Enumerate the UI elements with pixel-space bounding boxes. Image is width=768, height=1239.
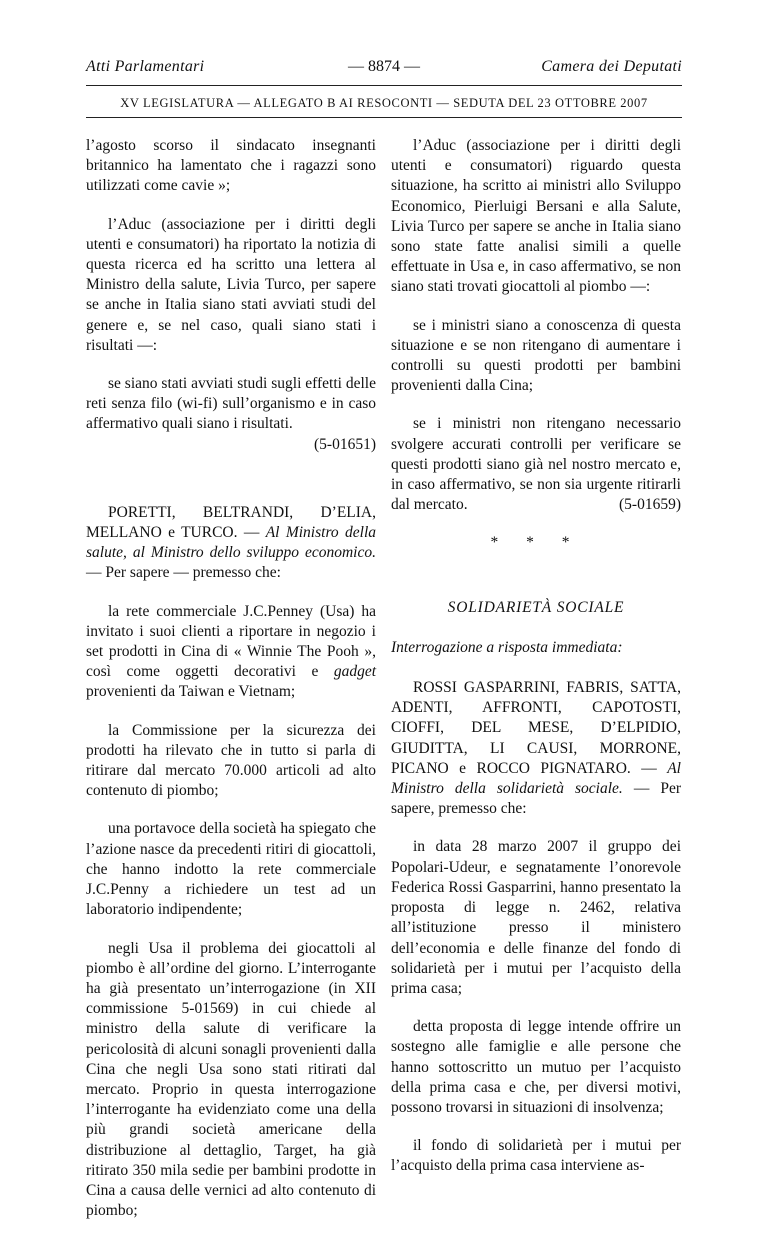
addressee: Al Ministro della solidarietà sociale.	[391, 759, 681, 798]
question-paragraph: se i ministri non ritengano necessario svolgere accurati controlli per verificare se questi prodotti siano già nel nostro mercato e, in caso affermativo, se non sia urgente ritirarli dal mercato. (5-01659)	[391, 414, 681, 515]
left-column	[86, 136, 376, 1239]
deputies-names: PORETTI, BELTRANDI, D’ELIA, MELLANO e TURCO.	[86, 503, 376, 542]
paragraph: l’agosto scorso il sindacato insegnanti britannico ha lamentato che i ragazzi sono utilizzati come cavie »;	[86, 137, 376, 195]
paragraph: l’Aduc (associazione per i diritti degli utenti e consumatori) riguardo questa situazione, ha scritto ai ministri allo Sviluppo Economico, Pierluigi Bersani e alla Salute, Livia Turco per sapere se anche in Italia siano sono state fatte analisi simili a quelle effettuate in Usa e, in caso affermativo, se non siano stati trovati giocattoli al piombo —:	[391, 137, 681, 296]
question-reference: (5-01651)	[314, 435, 376, 453]
paragraph: il fondo di solidarietà per i mutui per l’acquisto della prima casa interviene as-	[391, 1137, 681, 1175]
paragraph: se i ministri siano a conoscenza di questa situazione e se non ritengano di aumentare i controlli su questi prodotti per bambini provenienti dalla Cina;	[391, 316, 681, 395]
question-reference: (5-01659)	[619, 496, 681, 514]
paragraph: in data 28 marzo 2007 il gruppo dei Popolari-Udeur, e segnatamente l’onorevole Federica Rossi Gasparrini, hanno presentato la proposta di legge n. 2462, relativa all’istituzione presso il ministero dell’economia e delle finanze del fondo di solidarietà per i mutui per l’acquisto della prima casa;	[391, 838, 681, 997]
header-publication: Atti Parlamentari	[86, 58, 205, 75]
right-column	[391, 136, 681, 1195]
paragraph: la rete commerciale J.C.Penney (Usa) ha invitato i suoi clienti a riportare in negozio i set prodotti in Cina di « Winnie The Pooh », così come oggetti decorativi e gadget provenienti da Taiwan e Vietnam;	[86, 602, 377, 701]
deputies-names: ROSSI GASPARRINI, FABRIS, SATTA, ADENTI, AFFRONTI, CAPOTOSTI, CIOFFI, DEL MESE, D’ELPIDIO, GIUDITTA, LI CAUSI, MORRONE, PICANO e ROCCO PIGNATARO.	[391, 679, 681, 777]
interrogation-header: ROSSI GASPARRINI, FABRIS, SATTA, ADENTI, AFFRONTI, CAPOTOSTI, CIOFFI, DEL MESE, D’ELPIDIO, GIUDITTA, LI CAUSI, MORRONE, PICANO e ROCCO PIGNATARO. — Al Ministro della solidarietà sociale. — Per sapere, premesso che:	[391, 679, 682, 818]
paragraph: la Commissione per la sicurezza dei prodotti ha rilevato che in tutto si parla di ritirare dal mercato 70.000 articoli ad alto contenuto di piombo;	[86, 721, 376, 800]
page-number: — 8874 —	[348, 58, 420, 75]
addressee: Al Ministro della salute, al Ministro dello sviluppo economico.	[86, 524, 376, 562]
paragraph: una portavoce della società ha spiegato che l’azione nasce da precedenti ritiri di giocattoli, che hanno indotto la rete commerciale J.C.Penny a richiedere un test ad un laboratorio indipendente;	[86, 820, 376, 919]
subtitle-rule	[86, 117, 682, 118]
question-paragraph: se siano stati avviati studi sugli effetti delle reti senza filo (wi-fi) sull’organismo e in caso affermativo quali siano i risultati. (5-01651)	[86, 374, 376, 435]
subsection-heading: Interrogazione a risposta immediata:	[391, 638, 623, 656]
header-rule	[86, 85, 682, 86]
paragraph: l’Aduc (associazione per i diritti degli utenti e consumatori) ha riportato la notizia di questa ricerca ed ha scritto una lettera al Ministro della salute, Livia Turco, per sapere se anche in Italia siano stati avviati studi del genere e, se nel caso, quali siano stati i risultati —:	[86, 215, 376, 354]
section-title: SOLIDARIETÀ SOCIALE	[447, 598, 625, 616]
paragraph: negli Usa il problema dei giocattoli al piombo è all’ordine del giorno. L’interrogante ha già presentato un’interrogazione (in XII commissione 5-01569) in cui chiede al ministro della salute di verificare la pericolosità di alcuni sonagli provenienti dalla Cina che negli Usa sono stati ritirati dal mercato. Proprio in questa interrogazione l’interrogante ha evidenziato come una della più grandi società americane della distribuzione al dettaglio, Target, ha già ritirato 350 mila sedie per bambini prodotte in Cina a causa delle vernici ad alto contenuto di piombo;	[86, 939, 376, 1220]
running-header	[86, 58, 682, 80]
interrogation-header: PORETTI, BELTRANDI, D’ELIA, MELLANO e TURCO. — Al Ministro della salute, al Ministro dello sviluppo economico. — Per sapere — premesso che:	[86, 503, 376, 582]
header-chamber: Camera dei Deputati	[541, 58, 682, 75]
section-separator: * * *	[490, 534, 582, 552]
session-subtitle: XV LEGISLATURA — ALLEGATO B AI RESOCONTI — SEDUTA DEL 23 OTTOBRE 2007	[120, 96, 648, 110]
paragraph: detta proposta di legge intende offrire un sostegno alle famiglie e alle persone che hanno sottoscritto un mutuo per l’acquisto della prima casa e che, per diversi motivi, possono trovarsi in situazioni di insolvenza;	[391, 1018, 681, 1116]
